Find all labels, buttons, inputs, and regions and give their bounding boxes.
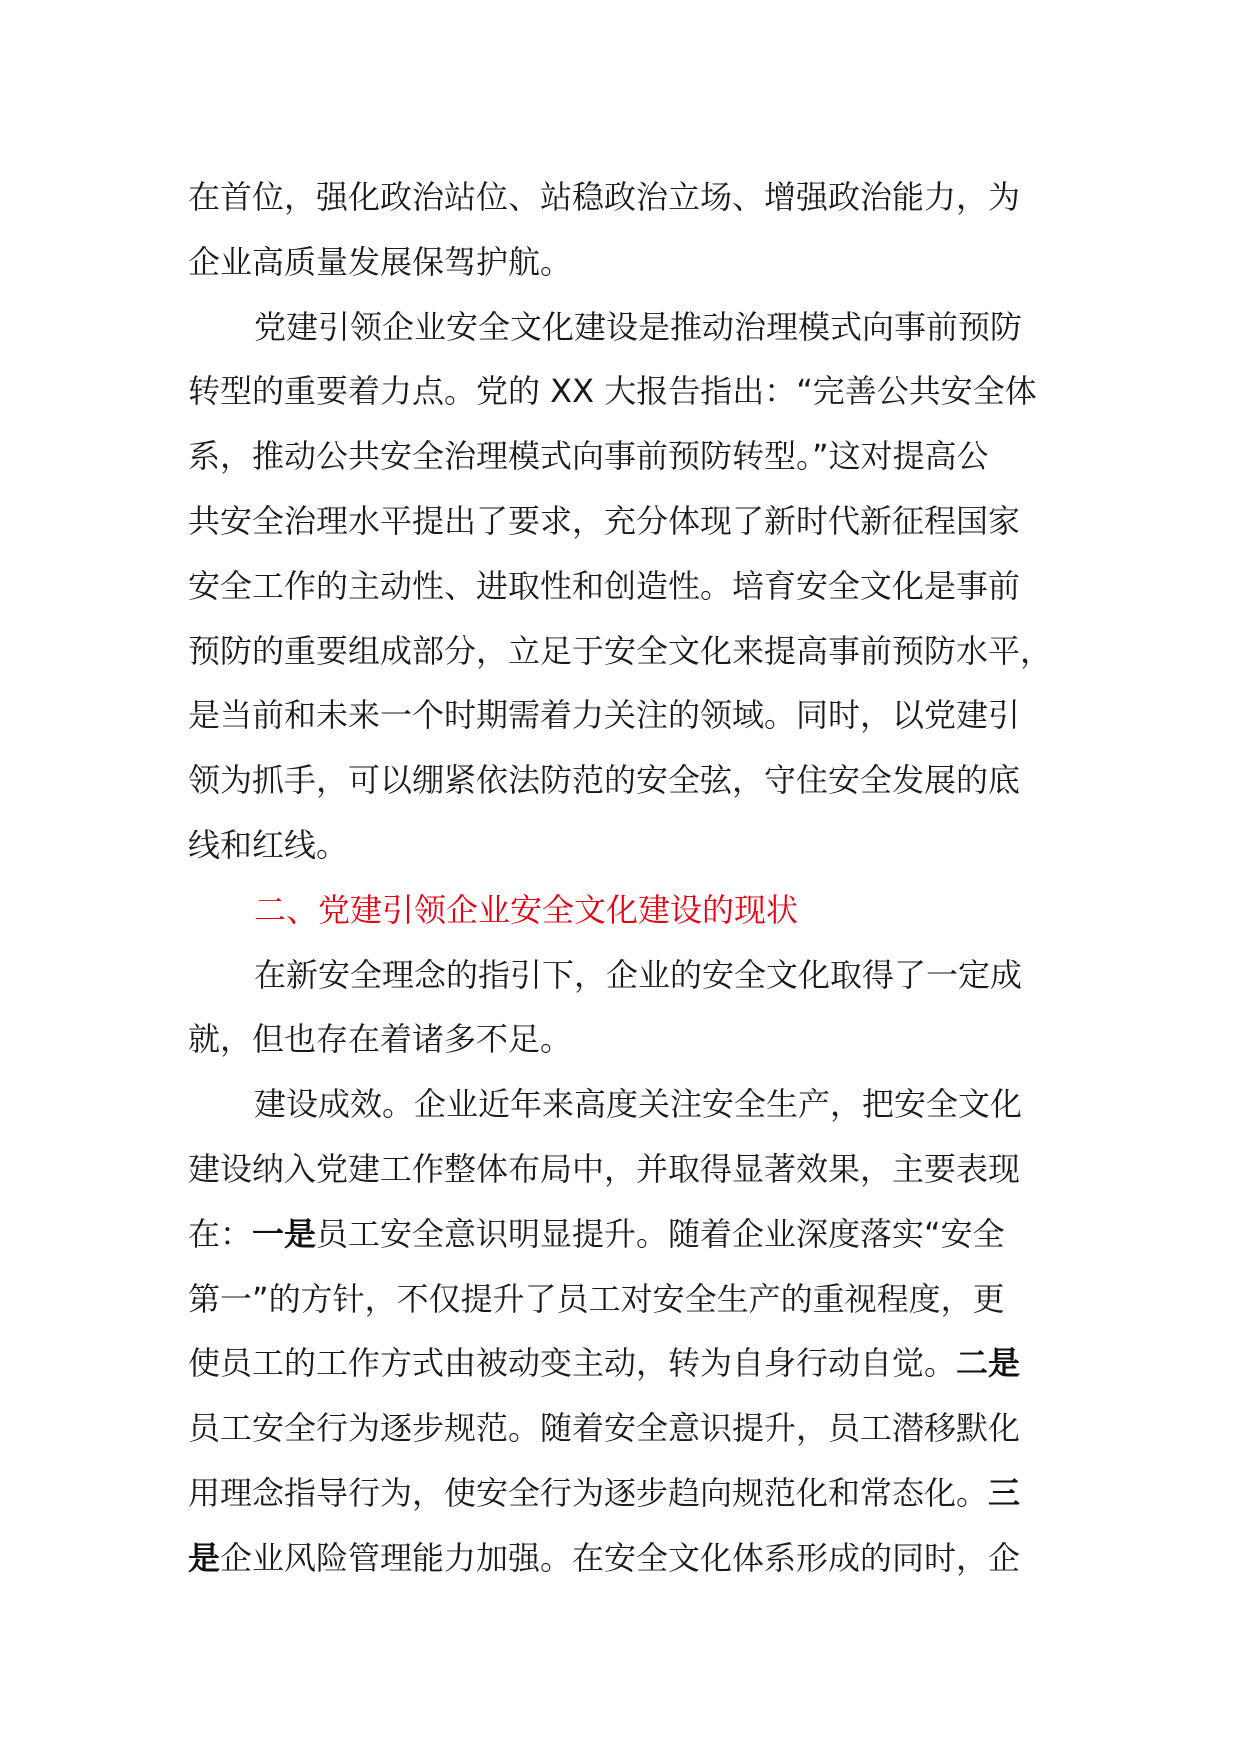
body-paragraph — [188, 1072, 1068, 1590]
bold-enumerator: 是 — [188, 1538, 221, 1577]
text-line — [188, 1202, 1068, 1267]
text-line — [188, 489, 1068, 554]
text-run: 在首位，强化政治站位、站稳政治立场、增强政治能力，为 — [188, 178, 1021, 216]
text-run: 在： — [188, 1214, 253, 1253]
text-line — [188, 619, 1068, 684]
text-line — [188, 1072, 1068, 1137]
text-run: 第一”的方针，不仅提升了员工对安全生产的重视程度，更 — [188, 1279, 1005, 1318]
text-line — [188, 1461, 1068, 1526]
text-run: 企业风险管理能力加强。在安全文化体系形成的同时，企 — [220, 1538, 1021, 1577]
text-line — [188, 1526, 1068, 1591]
text-run: 党建引领企业安全文化建设是推动治理模式向事前预防 — [254, 307, 1023, 346]
text-run: 二、党建引领企业安全文化建设的现状 — [254, 890, 799, 929]
text-run: 员工安全行为逐步规范。随着安全意识提升，员工潜移默化 — [188, 1409, 1021, 1448]
text-run: 建设成效。企业近年来高度关注安全生产，把安全文化 — [254, 1085, 1023, 1124]
text-line — [188, 1007, 1068, 1072]
text-line — [188, 230, 1068, 295]
text-run: 员工安全意识明显提升。随着企业深度落实“安全 — [316, 1214, 1005, 1253]
body-paragraph — [188, 943, 1068, 1073]
text-line — [188, 165, 1068, 230]
text-line — [188, 1396, 1068, 1461]
text-line — [188, 878, 1068, 943]
bold-enumerator: 一是 — [252, 1214, 317, 1253]
text-run: 企业高质量发展保驾护航。 — [188, 242, 573, 281]
text-run: 领为抓手，可以绷紧依法防范的安全弦，守住安全发展的底 — [188, 761, 1021, 800]
text-run: 预防的重要组成部分，立足于安全文化来提高事前预防水平， — [188, 631, 1053, 670]
body-paragraph — [188, 165, 1068, 295]
text-run: 在新安全理念的指引下，企业的安全文化取得了一定成 — [254, 955, 1023, 994]
text-line — [188, 748, 1068, 813]
text-run: 用理念指导行为，使安全行为逐步趋向规范化和常态化。 — [188, 1473, 989, 1512]
text-run: 转型的重要着力点。党的 XX 大报告指出：“完善公共安全体 — [188, 372, 1037, 411]
text-run: 是当前和未来一个时期需着力关注的领域。同时，以党建引 — [188, 696, 1021, 735]
text-run: 共安全治理水平提出了要求，充分体现了新时代新征程国家 — [188, 501, 1021, 540]
text-run: 建设纳入党建工作整体布局中，并取得显著效果，主要表现 — [188, 1149, 1021, 1188]
text-line — [188, 813, 1068, 878]
body-paragraph — [188, 295, 1068, 878]
text-line — [188, 359, 1068, 424]
text-line — [188, 1267, 1068, 1332]
text-run: 线和红线。 — [188, 825, 349, 864]
text-line — [188, 1137, 1068, 1202]
text-line — [188, 424, 1068, 489]
text-run: 使员工的工作方式由被动变主动，转为自身行动自觉。 — [188, 1344, 957, 1383]
bold-enumerator: 三 — [988, 1473, 1021, 1512]
text-run: 就，但也存在着诸多不足。 — [188, 1020, 573, 1059]
text-run: 安全工作的主动性、进取性和创造性。培育安全文化是事前 — [188, 566, 1021, 605]
text-line — [188, 554, 1068, 619]
text-run: 系，推动公共安全治理模式向事前预防转型。”这对提高公 — [188, 437, 989, 476]
section-heading — [188, 878, 1068, 943]
text-line — [188, 943, 1068, 1008]
document-body — [188, 165, 1068, 1591]
text-line — [188, 295, 1068, 360]
text-line — [188, 1331, 1068, 1396]
bold-enumerator: 二是 — [956, 1344, 1021, 1383]
text-line — [188, 683, 1068, 748]
